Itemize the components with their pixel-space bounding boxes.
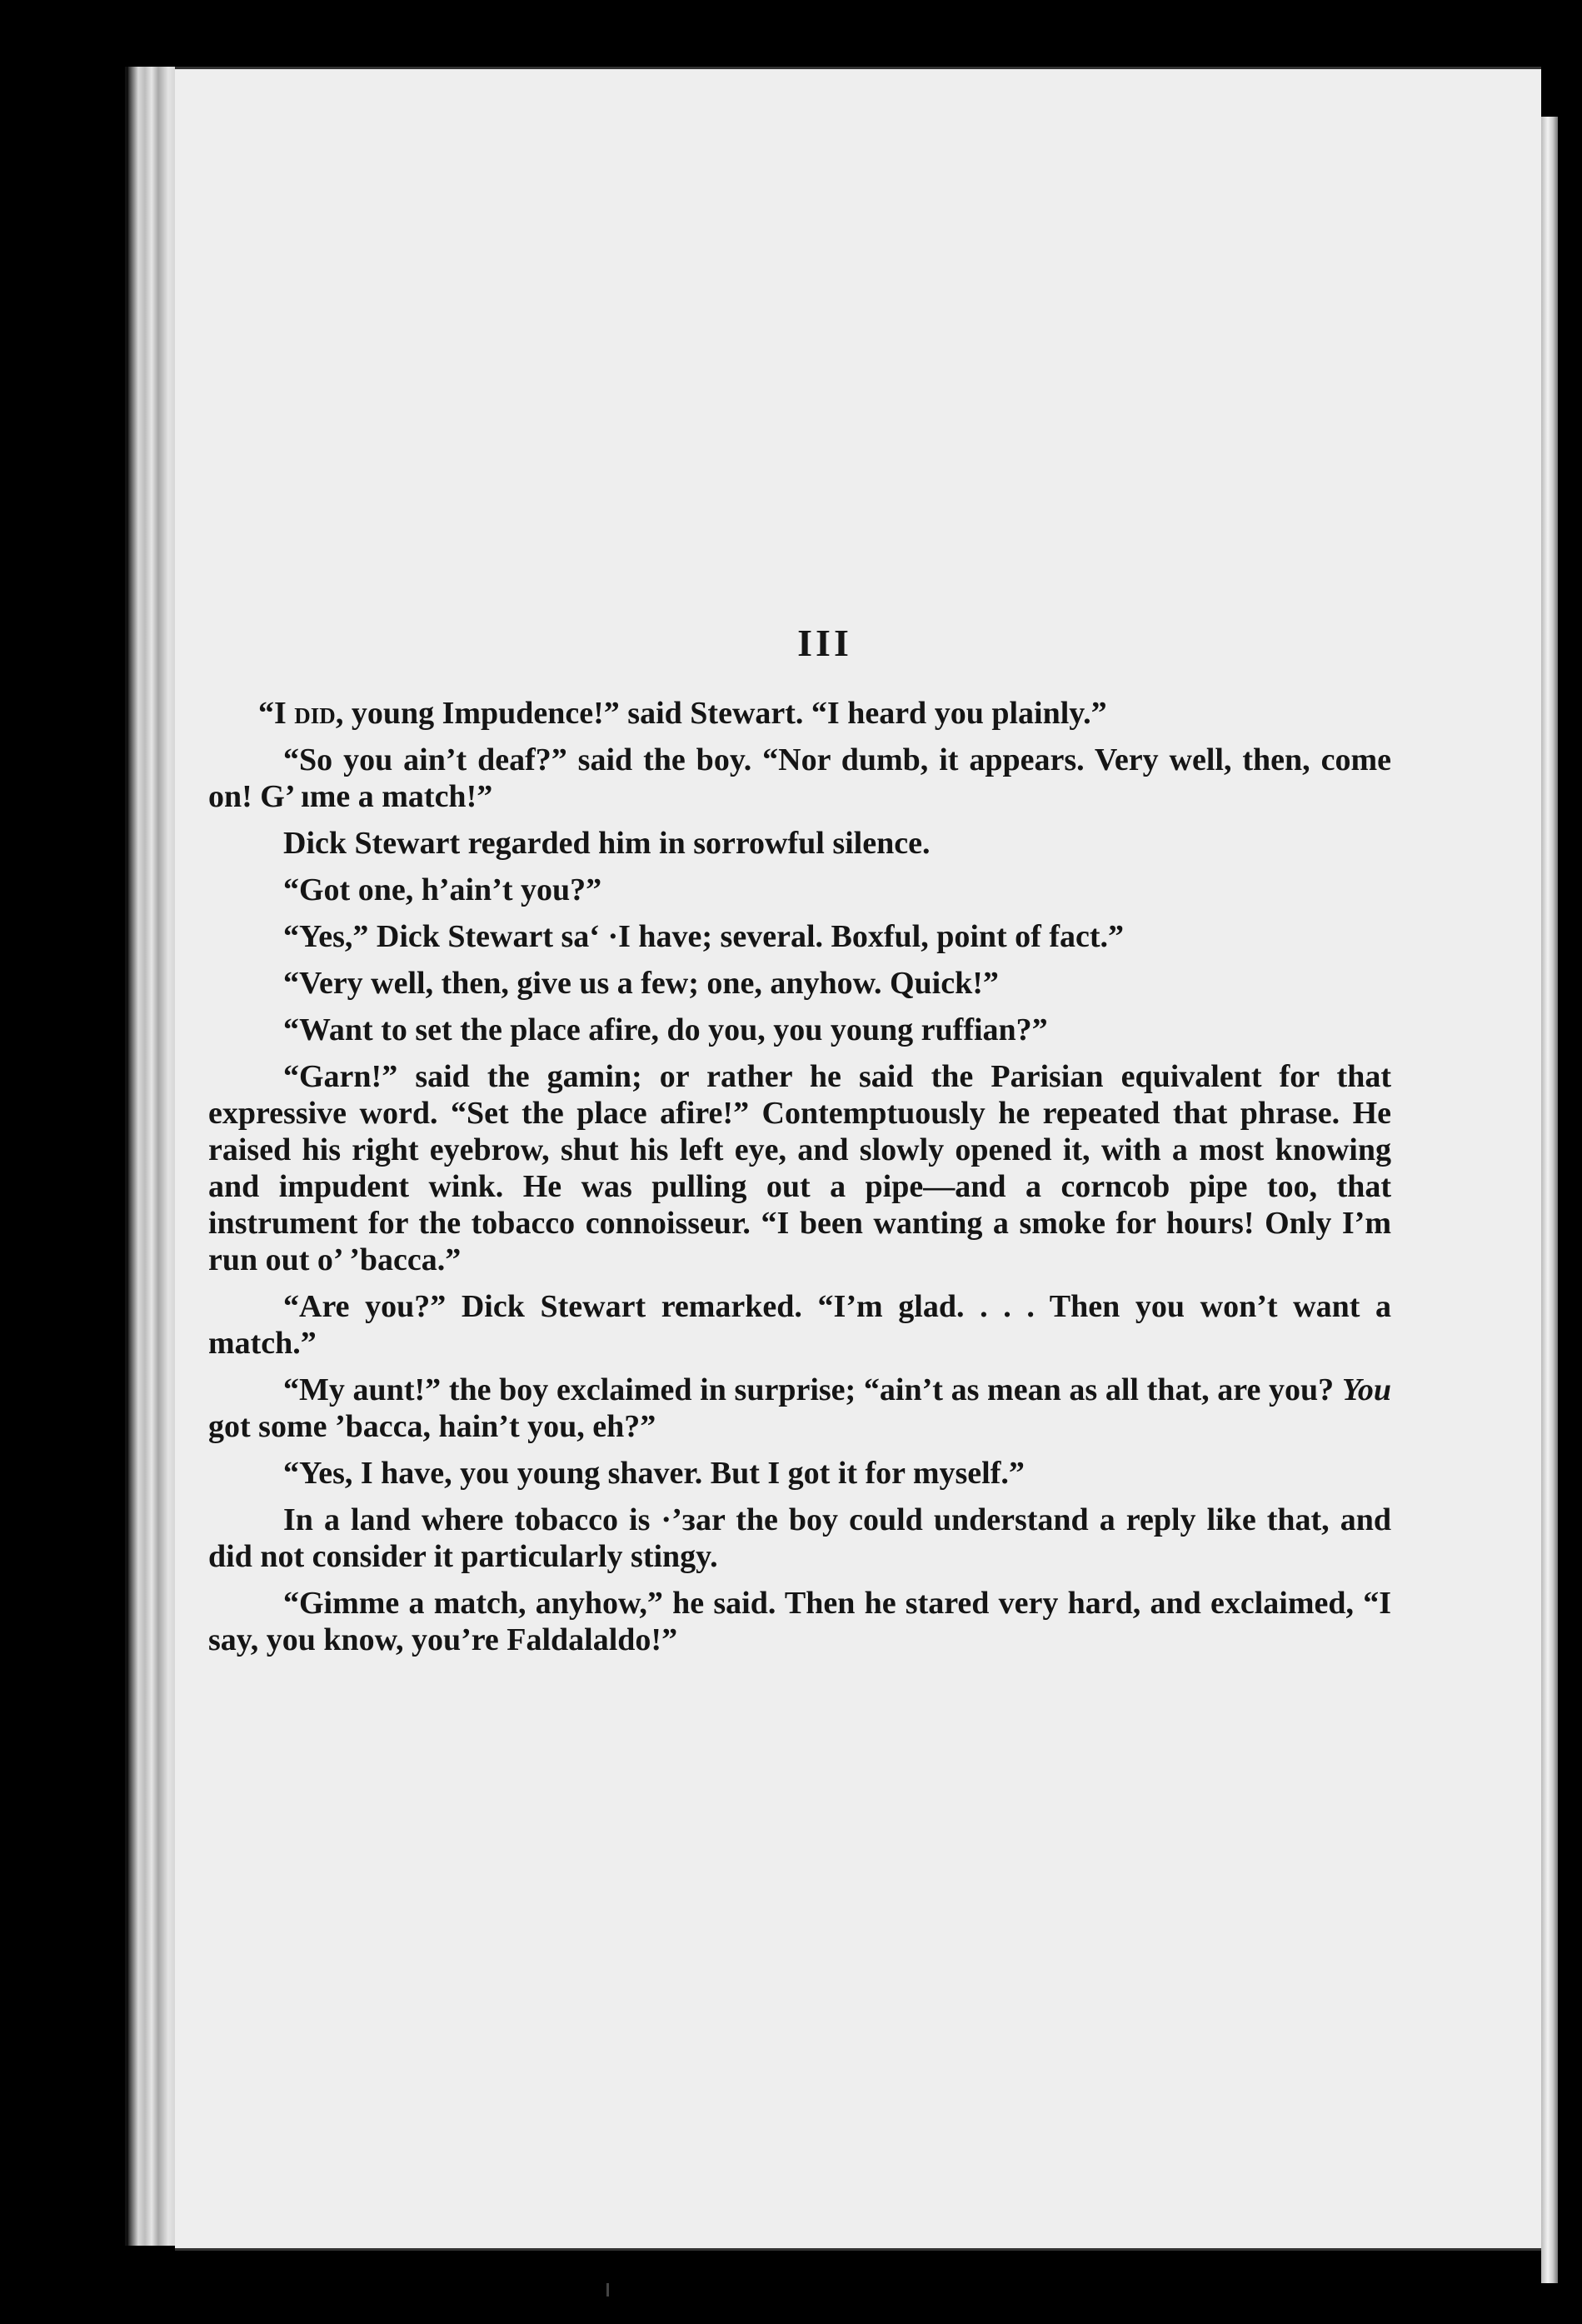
page-number: III	[797, 622, 852, 664]
paragraph-4: “Got one, h’ain’t you?”	[283, 872, 602, 907]
paragraph-9: “Are you?” Dick Stewart remarked. “I’m glad. . . . Then you won’t want a match.”	[208, 1289, 1391, 1361]
page-content	[208, 621, 1391, 1668]
paragraph-10-italic: You	[1341, 1372, 1391, 1407]
paragraph-1-post: , young Impudence!” said Stewart. “I heard you plainly.”	[335, 696, 1107, 731]
paragraph-8: “Garn!” said the gamin; or rather he said the Parisian equivalent for that expressive word. “Set the place afire!” Contemptuously he repeated that phrase. He raised his right eyebrow, shut his left eye, and slowly opened it, with a most knowing and impudent wink. He was pulling out a pipe—and a corncob pipe too, that instrument for the tobacco connoisseur. “I been wanting a smoke for hours! Only I’m run out o’ ’bacca.”	[208, 1059, 1391, 1277]
paragraph-7: “Want to set the place afire, do you, you young ruffian?”	[283, 1012, 1048, 1047]
paragraph-1-smallcaps: did	[294, 696, 336, 731]
paragraph-12: In a land where tobacco is ·’ɜar the boy could understand a reply like that, and did not consider it particularly stingy.	[208, 1502, 1391, 1574]
paragraph-2: “So you ain’t deaf?” said the boy. “Nor dumb, it appears. Very well, then, come on! G’ ıme a match!”	[208, 742, 1391, 814]
paragraph-6: “Very well, then, give us a few; one, anyhow. Quick!”	[283, 966, 999, 1001]
paragraph-1	[208, 695, 1391, 732]
paragraph-10	[208, 1372, 1391, 1445]
paragraph-1-pre: “I	[258, 696, 295, 731]
paragraph-10-pre: “My aunt!” the boy exclaimed in surprise; “ain’t as mean as all that, are you?	[283, 1372, 1342, 1407]
paragraph-13: “Gimme a match, anyhow,” he said. Then he stared very hard, and exclaimed, “I say, you know, you’re Faldalaldo!”	[208, 1586, 1391, 1657]
stray-ink-mark	[606, 2283, 609, 2297]
paragraph-11: “Yes, I have, you young shaver. But I got it for myself.”	[283, 1456, 1025, 1491]
paragraph-10-post: got some ’bacca, hain’t you, eh?”	[208, 1409, 656, 1444]
paragraph-3: Dick Stewart regarded him in sorrowful silence.	[283, 826, 931, 861]
page-right-edge	[1541, 117, 1558, 2283]
paragraph-5: “Yes,” Dick Stewart sa‘ ·I have; several. Boxful, point of fact.”	[283, 919, 1125, 954]
